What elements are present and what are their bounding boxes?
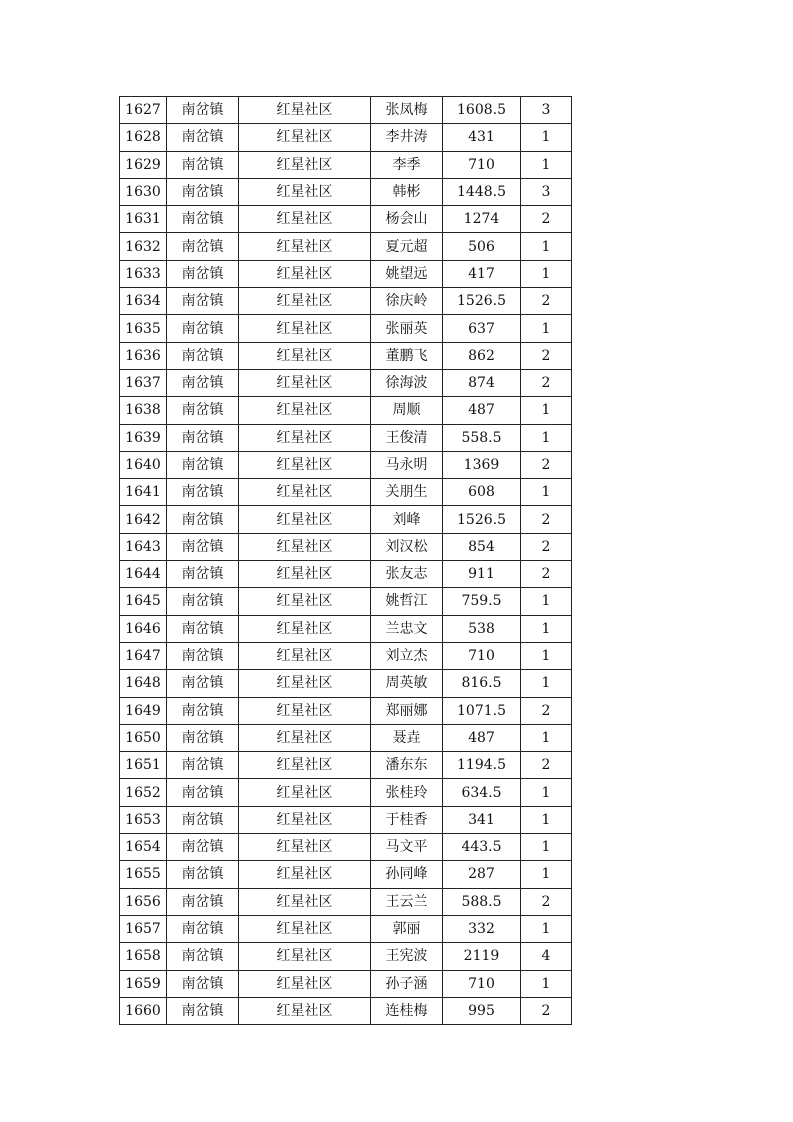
town-cell: 南岔镇 xyxy=(167,697,239,724)
table-row xyxy=(120,670,572,697)
count-cell: 1 xyxy=(521,260,572,287)
town-cell: 南岔镇 xyxy=(167,970,239,997)
serial-number-cell: 1648 xyxy=(120,670,167,697)
table-body xyxy=(120,97,572,1025)
serial-number-cell: 1636 xyxy=(120,342,167,369)
community-cell: 红星社区 xyxy=(239,151,371,178)
town-cell: 南岔镇 xyxy=(167,642,239,669)
amount-cell: 487 xyxy=(443,397,521,424)
town-cell: 南岔镇 xyxy=(167,506,239,533)
community-cell: 红星社区 xyxy=(239,397,371,424)
table-row xyxy=(120,206,572,233)
table-row xyxy=(120,806,572,833)
community-cell: 红星社区 xyxy=(239,724,371,751)
name-cell: 杨会山 xyxy=(371,206,443,233)
table-row xyxy=(120,888,572,915)
community-cell: 红星社区 xyxy=(239,888,371,915)
table-row xyxy=(120,533,572,560)
table-row xyxy=(120,178,572,205)
count-cell: 2 xyxy=(521,206,572,233)
count-cell: 1 xyxy=(521,724,572,751)
table-row xyxy=(120,615,572,642)
serial-number-cell: 1645 xyxy=(120,588,167,615)
name-cell: 王俊清 xyxy=(371,424,443,451)
name-cell: 刘汉松 xyxy=(371,533,443,560)
town-cell: 南岔镇 xyxy=(167,479,239,506)
table-row xyxy=(120,397,572,424)
name-cell: 韩彬 xyxy=(371,178,443,205)
name-cell: 关朋生 xyxy=(371,479,443,506)
amount-cell: 608 xyxy=(443,479,521,506)
count-cell: 1 xyxy=(521,424,572,451)
count-cell: 2 xyxy=(521,888,572,915)
table-row xyxy=(120,479,572,506)
town-cell: 南岔镇 xyxy=(167,315,239,342)
count-cell: 2 xyxy=(521,342,572,369)
count-cell: 1 xyxy=(521,151,572,178)
count-cell: 1 xyxy=(521,479,572,506)
community-cell: 红星社区 xyxy=(239,97,371,124)
serial-number-cell: 1657 xyxy=(120,915,167,942)
community-cell: 红星社区 xyxy=(239,561,371,588)
amount-cell: 2119 xyxy=(443,943,521,970)
data-table xyxy=(119,96,572,1025)
name-cell: 张凤梅 xyxy=(371,97,443,124)
town-cell: 南岔镇 xyxy=(167,670,239,697)
table-row xyxy=(120,451,572,478)
name-cell: 李季 xyxy=(371,151,443,178)
amount-cell: 1448.5 xyxy=(443,178,521,205)
count-cell: 1 xyxy=(521,124,572,151)
community-cell: 红星社区 xyxy=(239,260,371,287)
serial-number-cell: 1635 xyxy=(120,315,167,342)
serial-number-cell: 1644 xyxy=(120,561,167,588)
amount-cell: 506 xyxy=(443,233,521,260)
table-row xyxy=(120,506,572,533)
community-cell: 红星社区 xyxy=(239,997,371,1024)
table-row xyxy=(120,369,572,396)
serial-number-cell: 1640 xyxy=(120,451,167,478)
amount-cell: 287 xyxy=(443,861,521,888)
serial-number-cell: 1659 xyxy=(120,970,167,997)
community-cell: 红星社区 xyxy=(239,315,371,342)
serial-number-cell: 1651 xyxy=(120,752,167,779)
table-row xyxy=(120,997,572,1024)
name-cell: 连桂梅 xyxy=(371,997,443,1024)
amount-cell: 487 xyxy=(443,724,521,751)
community-cell: 红星社区 xyxy=(239,970,371,997)
name-cell: 夏元超 xyxy=(371,233,443,260)
serial-number-cell: 1647 xyxy=(120,642,167,669)
town-cell: 南岔镇 xyxy=(167,561,239,588)
serial-number-cell: 1652 xyxy=(120,779,167,806)
town-cell: 南岔镇 xyxy=(167,779,239,806)
name-cell: 孙子涵 xyxy=(371,970,443,997)
name-cell: 王云兰 xyxy=(371,888,443,915)
count-cell: 1 xyxy=(521,397,572,424)
amount-cell: 634.5 xyxy=(443,779,521,806)
table-row xyxy=(120,97,572,124)
serial-number-cell: 1646 xyxy=(120,615,167,642)
name-cell: 王宪波 xyxy=(371,943,443,970)
community-cell: 红星社区 xyxy=(239,697,371,724)
count-cell: 1 xyxy=(521,915,572,942)
table-row xyxy=(120,861,572,888)
table-row xyxy=(120,342,572,369)
town-cell: 南岔镇 xyxy=(167,397,239,424)
serial-number-cell: 1634 xyxy=(120,288,167,315)
table-row xyxy=(120,834,572,861)
table-row xyxy=(120,233,572,260)
serial-number-cell: 1655 xyxy=(120,861,167,888)
town-cell: 南岔镇 xyxy=(167,424,239,451)
count-cell: 1 xyxy=(521,588,572,615)
town-cell: 南岔镇 xyxy=(167,724,239,751)
table-row xyxy=(120,151,572,178)
town-cell: 南岔镇 xyxy=(167,533,239,560)
count-cell: 1 xyxy=(521,806,572,833)
count-cell: 2 xyxy=(521,561,572,588)
amount-cell: 341 xyxy=(443,806,521,833)
table-row xyxy=(120,943,572,970)
community-cell: 红星社区 xyxy=(239,615,371,642)
table-row xyxy=(120,642,572,669)
community-cell: 红星社区 xyxy=(239,670,371,697)
amount-cell: 637 xyxy=(443,315,521,342)
table-row xyxy=(120,724,572,751)
community-cell: 红星社区 xyxy=(239,479,371,506)
name-cell: 潘东东 xyxy=(371,752,443,779)
serial-number-cell: 1631 xyxy=(120,206,167,233)
name-cell: 徐海波 xyxy=(371,369,443,396)
community-cell: 红星社区 xyxy=(239,424,371,451)
name-cell: 姚哲江 xyxy=(371,588,443,615)
table-row xyxy=(120,779,572,806)
town-cell: 南岔镇 xyxy=(167,342,239,369)
name-cell: 刘立杰 xyxy=(371,642,443,669)
amount-cell: 854 xyxy=(443,533,521,560)
name-cell: 张友志 xyxy=(371,561,443,588)
table-row xyxy=(120,288,572,315)
count-cell: 2 xyxy=(521,997,572,1024)
community-cell: 红星社区 xyxy=(239,834,371,861)
town-cell: 南岔镇 xyxy=(167,451,239,478)
serial-number-cell: 1629 xyxy=(120,151,167,178)
town-cell: 南岔镇 xyxy=(167,861,239,888)
community-cell: 红星社区 xyxy=(239,342,371,369)
community-cell: 红星社区 xyxy=(239,288,371,315)
amount-cell: 710 xyxy=(443,970,521,997)
count-cell: 2 xyxy=(521,697,572,724)
amount-cell: 1608.5 xyxy=(443,97,521,124)
amount-cell: 1369 xyxy=(443,451,521,478)
amount-cell: 417 xyxy=(443,260,521,287)
serial-number-cell: 1654 xyxy=(120,834,167,861)
name-cell: 马永明 xyxy=(371,451,443,478)
count-cell: 2 xyxy=(521,752,572,779)
name-cell: 张丽英 xyxy=(371,315,443,342)
community-cell: 红星社区 xyxy=(239,451,371,478)
name-cell: 周英敏 xyxy=(371,670,443,697)
count-cell: 1 xyxy=(521,779,572,806)
town-cell: 南岔镇 xyxy=(167,369,239,396)
count-cell: 1 xyxy=(521,615,572,642)
serial-number-cell: 1642 xyxy=(120,506,167,533)
count-cell: 3 xyxy=(521,97,572,124)
table-row xyxy=(120,588,572,615)
community-cell: 红星社区 xyxy=(239,806,371,833)
serial-number-cell: 1639 xyxy=(120,424,167,451)
count-cell: 3 xyxy=(521,178,572,205)
town-cell: 南岔镇 xyxy=(167,233,239,260)
serial-number-cell: 1638 xyxy=(120,397,167,424)
amount-cell: 710 xyxy=(443,642,521,669)
town-cell: 南岔镇 xyxy=(167,288,239,315)
amount-cell: 1274 xyxy=(443,206,521,233)
count-cell: 1 xyxy=(521,642,572,669)
community-cell: 红星社区 xyxy=(239,779,371,806)
name-cell: 兰忠文 xyxy=(371,615,443,642)
name-cell: 董鹏飞 xyxy=(371,342,443,369)
serial-number-cell: 1656 xyxy=(120,888,167,915)
serial-number-cell: 1637 xyxy=(120,369,167,396)
serial-number-cell: 1658 xyxy=(120,943,167,970)
count-cell: 1 xyxy=(521,315,572,342)
amount-cell: 816.5 xyxy=(443,670,521,697)
name-cell: 郑丽娜 xyxy=(371,697,443,724)
amount-cell: 332 xyxy=(443,915,521,942)
community-cell: 红星社区 xyxy=(239,915,371,942)
serial-number-cell: 1633 xyxy=(120,260,167,287)
count-cell: 1 xyxy=(521,670,572,697)
name-cell: 姚望远 xyxy=(371,260,443,287)
community-cell: 红星社区 xyxy=(239,533,371,560)
town-cell: 南岔镇 xyxy=(167,888,239,915)
serial-number-cell: 1653 xyxy=(120,806,167,833)
amount-cell: 443.5 xyxy=(443,834,521,861)
serial-number-cell: 1649 xyxy=(120,697,167,724)
town-cell: 南岔镇 xyxy=(167,997,239,1024)
serial-number-cell: 1627 xyxy=(120,97,167,124)
town-cell: 南岔镇 xyxy=(167,752,239,779)
name-cell: 徐庆岭 xyxy=(371,288,443,315)
table-row xyxy=(120,915,572,942)
name-cell: 马文平 xyxy=(371,834,443,861)
community-cell: 红星社区 xyxy=(239,588,371,615)
amount-cell: 995 xyxy=(443,997,521,1024)
community-cell: 红星社区 xyxy=(239,369,371,396)
amount-cell: 588.5 xyxy=(443,888,521,915)
town-cell: 南岔镇 xyxy=(167,206,239,233)
community-cell: 红星社区 xyxy=(239,178,371,205)
serial-number-cell: 1660 xyxy=(120,997,167,1024)
count-cell: 1 xyxy=(521,861,572,888)
community-cell: 红星社区 xyxy=(239,861,371,888)
amount-cell: 759.5 xyxy=(443,588,521,615)
serial-number-cell: 1632 xyxy=(120,233,167,260)
community-cell: 红星社区 xyxy=(239,124,371,151)
name-cell: 李井涛 xyxy=(371,124,443,151)
town-cell: 南岔镇 xyxy=(167,124,239,151)
count-cell: 2 xyxy=(521,533,572,560)
name-cell: 于桂香 xyxy=(371,806,443,833)
table-row xyxy=(120,697,572,724)
town-cell: 南岔镇 xyxy=(167,615,239,642)
community-cell: 红星社区 xyxy=(239,233,371,260)
amount-cell: 1071.5 xyxy=(443,697,521,724)
town-cell: 南岔镇 xyxy=(167,943,239,970)
name-cell: 郭丽 xyxy=(371,915,443,942)
community-cell: 红星社区 xyxy=(239,752,371,779)
town-cell: 南岔镇 xyxy=(167,806,239,833)
count-cell: 1 xyxy=(521,970,572,997)
amount-cell: 538 xyxy=(443,615,521,642)
town-cell: 南岔镇 xyxy=(167,834,239,861)
amount-cell: 1526.5 xyxy=(443,288,521,315)
table-row xyxy=(120,561,572,588)
amount-cell: 431 xyxy=(443,124,521,151)
amount-cell: 862 xyxy=(443,342,521,369)
serial-number-cell: 1630 xyxy=(120,178,167,205)
amount-cell: 558.5 xyxy=(443,424,521,451)
amount-cell: 874 xyxy=(443,369,521,396)
amount-cell: 710 xyxy=(443,151,521,178)
town-cell: 南岔镇 xyxy=(167,260,239,287)
name-cell: 聂垚 xyxy=(371,724,443,751)
table-row xyxy=(120,260,572,287)
serial-number-cell: 1628 xyxy=(120,124,167,151)
table-row xyxy=(120,124,572,151)
community-cell: 红星社区 xyxy=(239,506,371,533)
town-cell: 南岔镇 xyxy=(167,178,239,205)
name-cell: 孙同峰 xyxy=(371,861,443,888)
amount-cell: 1526.5 xyxy=(443,506,521,533)
town-cell: 南岔镇 xyxy=(167,97,239,124)
count-cell: 4 xyxy=(521,943,572,970)
count-cell: 1 xyxy=(521,233,572,260)
serial-number-cell: 1643 xyxy=(120,533,167,560)
table-row xyxy=(120,424,572,451)
amount-cell: 911 xyxy=(443,561,521,588)
table-row xyxy=(120,970,572,997)
town-cell: 南岔镇 xyxy=(167,915,239,942)
name-cell: 刘峰 xyxy=(371,506,443,533)
town-cell: 南岔镇 xyxy=(167,151,239,178)
count-cell: 2 xyxy=(521,369,572,396)
count-cell: 2 xyxy=(521,451,572,478)
name-cell: 张桂玲 xyxy=(371,779,443,806)
name-cell: 周顺 xyxy=(371,397,443,424)
count-cell: 2 xyxy=(521,506,572,533)
amount-cell: 1194.5 xyxy=(443,752,521,779)
table-row xyxy=(120,315,572,342)
serial-number-cell: 1650 xyxy=(120,724,167,751)
count-cell: 2 xyxy=(521,288,572,315)
count-cell: 1 xyxy=(521,834,572,861)
town-cell: 南岔镇 xyxy=(167,588,239,615)
community-cell: 红星社区 xyxy=(239,206,371,233)
community-cell: 红星社区 xyxy=(239,943,371,970)
table-row xyxy=(120,752,572,779)
community-cell: 红星社区 xyxy=(239,642,371,669)
serial-number-cell: 1641 xyxy=(120,479,167,506)
